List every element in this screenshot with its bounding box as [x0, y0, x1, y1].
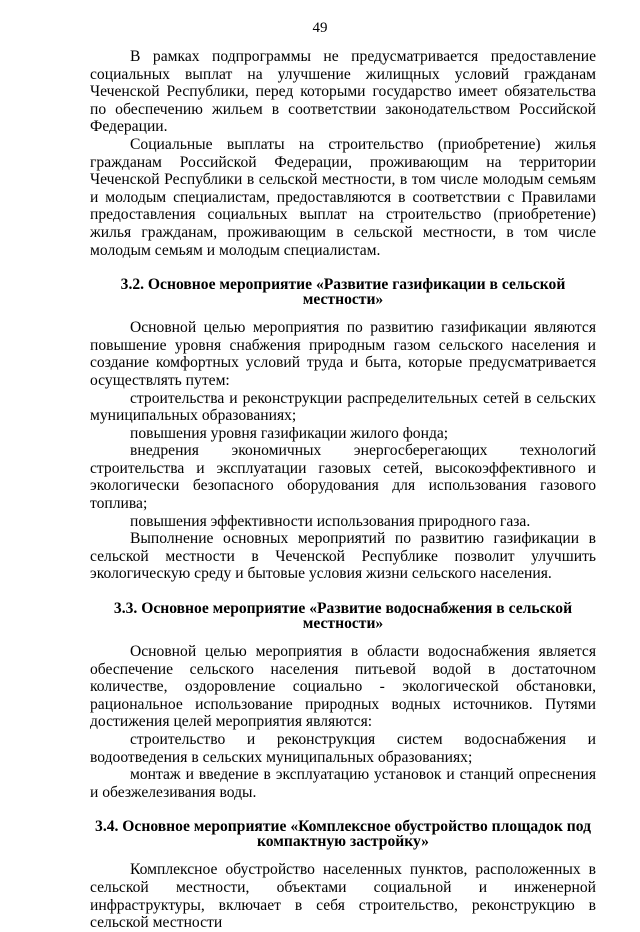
section-3-4-heading: 3.4. Основное мероприятие «Комплексное обустройство площадок под компактную застройку» [95, 818, 591, 851]
section-3-2-paragraph-1: Основной целью мероприятия по развитию газификации являются повышение уровня снабжения природным газом сельского населения и создание комфортных условий труда и быта, которые предусматривается осуществлять путем: [90, 319, 596, 389]
section-3-3-paragraph-1: Основной целью мероприятия в области водоснабжения является обеспечение сельского населения питьевой водой в достаточном количестве, оздоровление социально - экологической обстановки, рациональное использование природных водных источников. Путями достижения целей мероприятия являются: [90, 643, 596, 731]
page-number: 49 [312, 20, 328, 36]
section-3-3-paragraph-3: монтаж и введение в эксплуатацию установок и станций опреснения и обезжелезивания воды. [90, 766, 596, 801]
intro-paragraph-1: В рамках подпрограммы не предусматривается предоставление социальных выплат на улучшение жилищных условий гражданам Чеченской Республики, перед которыми государство имеет обязательства по обеспечению жильем в соответствии законодательством Российской Федерации. [90, 48, 596, 136]
document-body [90, 48, 596, 932]
section-3-3-heading: 3.3. Основное мероприятие «Развитие водоснабжения в сельской местности» [113, 600, 573, 633]
section-3-2-paragraph-2: строительства и реконструкции распределительных сетей в сельских муниципальных образованиях; [90, 389, 596, 425]
intro-paragraph-2: Социальные выплаты на строительство (приобретение) жилья гражданам Российской Федерации, проживающим на территории Чеченской Республики в сельской местности, в том числе молодым семьям и молодым специалистам, предоставляются в соответствии с Правилами предоставления социальных выплат на строительство (приобретение) жилья гражданам, проживающим в сельской местности, в том числе молодым семьям и молодым специалистам. [90, 135, 596, 259]
section-3-3-paragraph-2: строительство и реконструкция систем водоснабжения и водоотведения в сельских муниципальных образованиях; [90, 731, 596, 766]
section-3-2-paragraph-3: повышения уровня газификации жилого фонда; [130, 424, 449, 442]
section-3-4-paragraph-1: Комплексное обустройство населенных пунктов, расположенных в сельской местности, объектами социальной и инженерной инфраструктуры, включает в себя строительство, реконструкцию в сельской местности [90, 861, 596, 932]
section-3-2-paragraph-4: внедрения экономичных энергосберегающих технологий строительства и эксплуатации газовых сетей, высокоэффективного и экологически безопасного оборудования для использования газового топлива; [90, 442, 596, 513]
section-3-2-paragraph-5: повышения эффективности использования природного газа. [130, 512, 531, 530]
section-3-2-paragraph-6: Выполнение основных мероприятий по развитию газификации в сельской местности в Чеченской Республике позволит улучшить экологическую среду и бытовые условия жизни сельского населения. [90, 530, 596, 583]
section-3-2-heading: 3.2. Основное мероприятие «Развитие газификации в сельской местности» [120, 276, 566, 309]
